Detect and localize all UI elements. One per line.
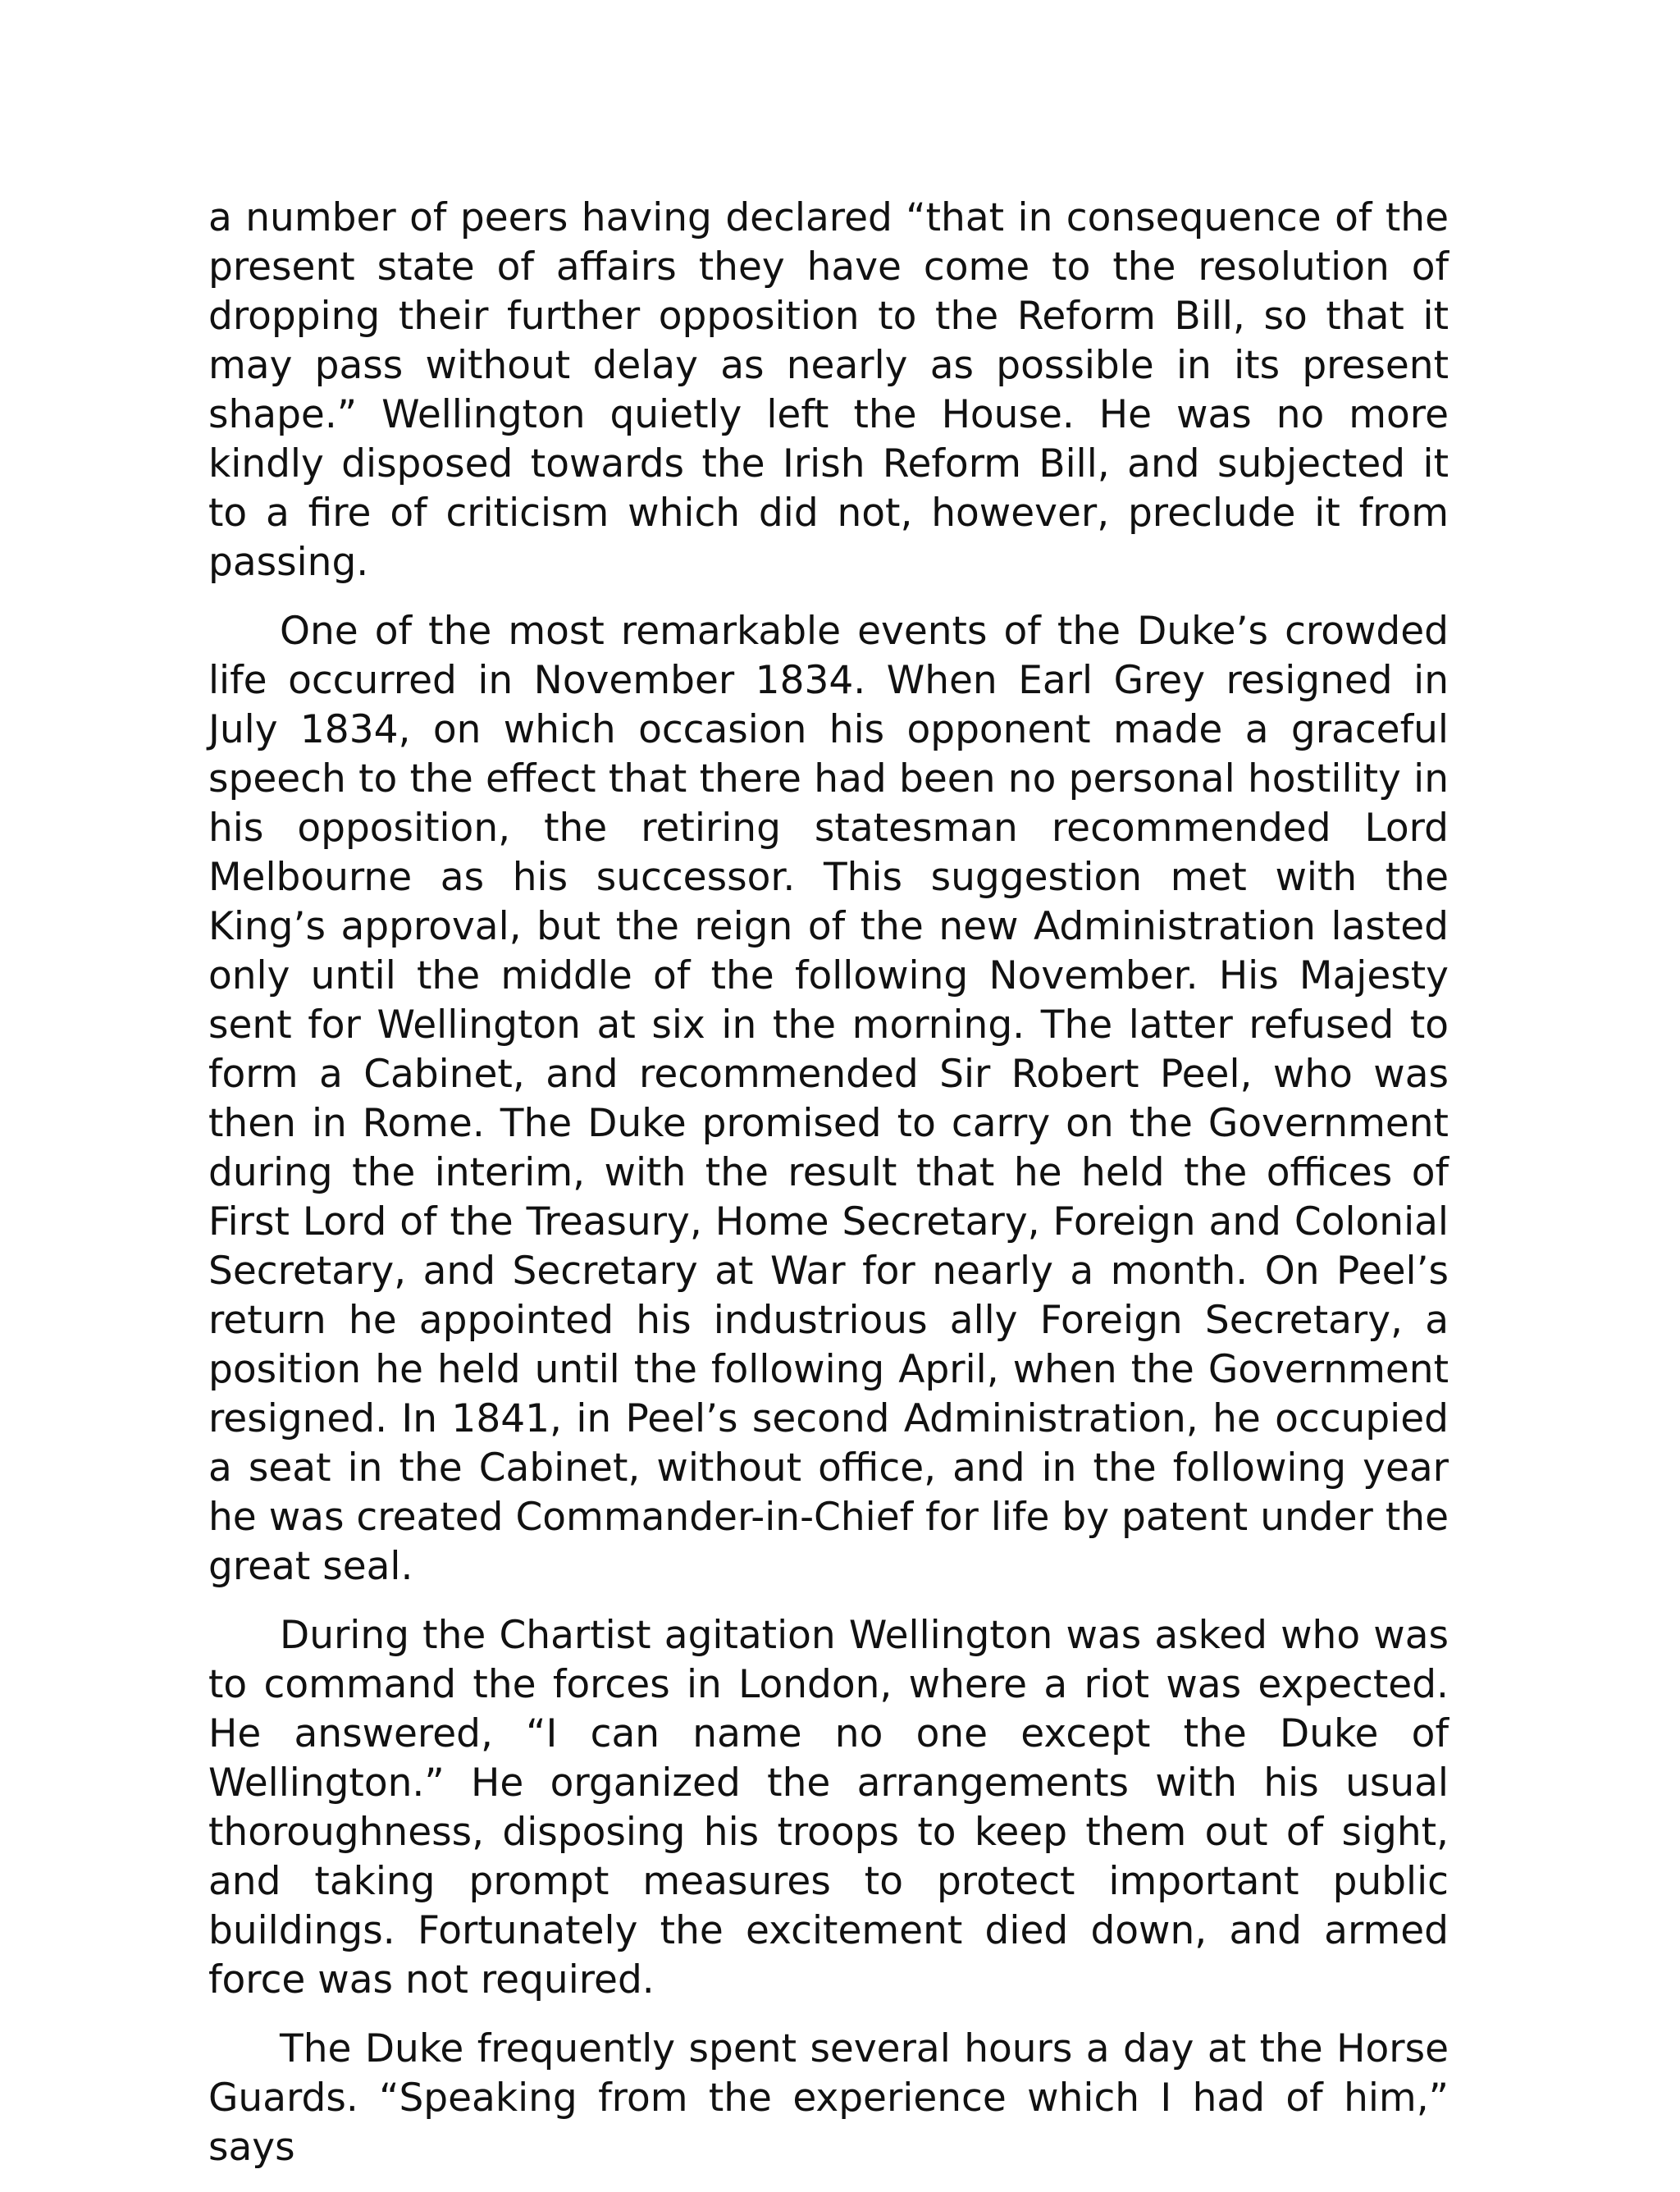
page-body — [208, 194, 1449, 2192]
paragraph-3: During the Chartist agitation Wellington was asked who was to command the forces in London, where a riot was expected. He answered, “I can name no one except the Duke of Wellington.” He organized the arrangements with his usual thoroughness, disposing his troops to keep them out of sight, and taking prompt measures to protect important public buildings. Fortunately the excitement died down, and armed force was not required. — [208, 1613, 1449, 2002]
paragraph-1: a number of peers having declared “that in consequence of the present state of affairs they have come to the resolution of dropping their further opposition to the Reform Bill, so that it may pass without delay as nearly as possible in its present shape.” Wellington quietly left the House. He was no more kindly disposed towards the Irish Reform Bill, and subjected it to a fire of criticism which did not, however, preclude it from passing. — [208, 195, 1449, 585]
paragraph-4: The Duke frequently spent several hours a day at the Horse Guards. “Speaking from the experience which I had of him,” says — [208, 2026, 1449, 2170]
paragraph-2: One of the most remarkable events of the Duke’s crowded life occurred in November 1834. When Earl Grey resigned in July 1834, on which occasion his opponent made a graceful speech to the effect that there had been no personal hostility in his opposition, the retiring statesman recommended Lord Melbourne as his successor. This suggestion met with the King’s approval, but the reign of the new Administration lasted only until the middle of the following November. His Majesty sent for Wellington at six in the morning. The latter refused to form a Cabinet, and recommended Sir Robert Peel, who was then in Rome. The Duke promised to carry on the Government during the interim, with the result that he held the offices of First Lord of the Treasury, Home Secretary, Foreign and Colonial Secretary, and Secretary at War for nearly a month. On Peel’s return he appointed his industrious ally Foreign Secretary, a position he held until the following April, when the Government resigned. In 1841, in Peel’s second Administration, he occupied a seat in the Cabinet, without office, and in the following year he was created Commander-in-Chief for life by patent under the great seal. — [208, 609, 1449, 1589]
